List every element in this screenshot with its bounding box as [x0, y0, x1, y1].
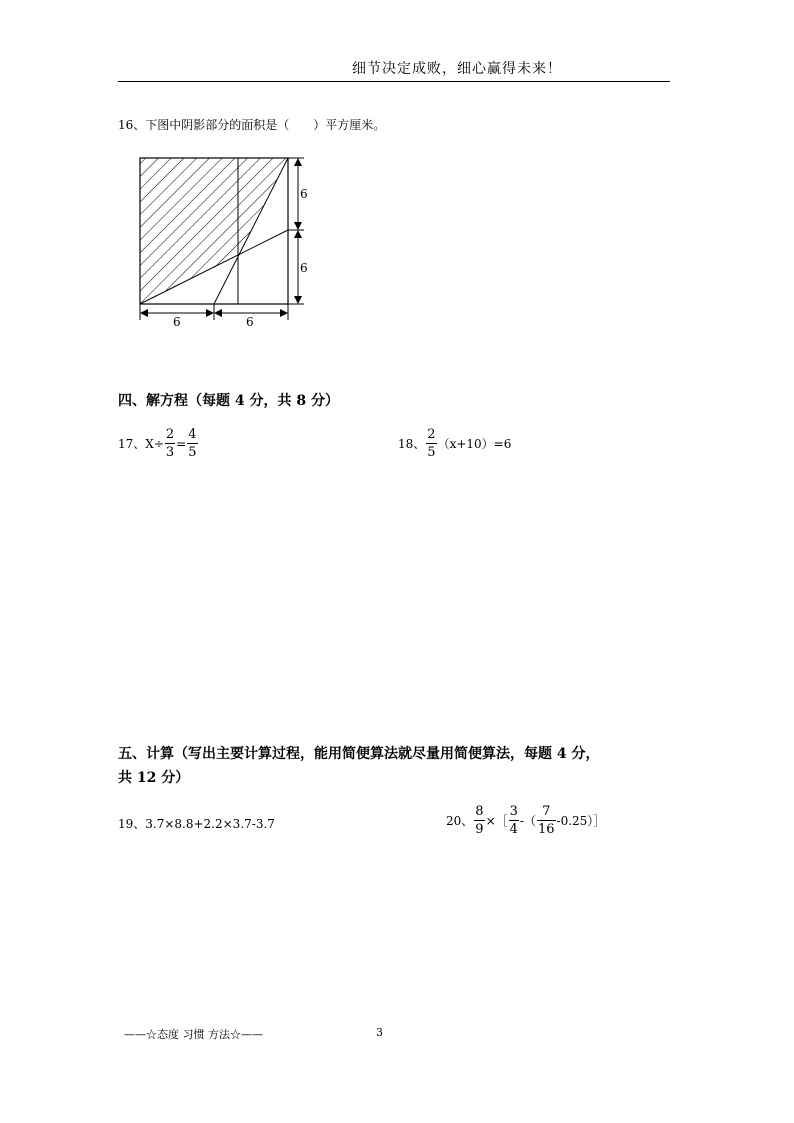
section-4-title: 四、解方程（每题 4 分，共 8 分）	[118, 393, 339, 409]
q20-fraction-3: $\frac{7}{16}$	[537, 804, 555, 837]
footer-motto: ——☆态度 习惯 方法☆——	[124, 1028, 263, 1041]
section-5-title-line-2: 共 12 分）	[118, 770, 190, 786]
question-17	[118, 426, 199, 461]
dim-label-right-bottom: 6	[300, 261, 308, 275]
q17-equals: =	[176, 436, 187, 451]
q20-fraction-2: $\frac{3}{4}$	[509, 804, 518, 837]
section-5-title-line-1: 五、计算（写出主要计算过程，能用简便算法就尽量用简便算法，每题 4 分，	[118, 746, 600, 762]
q20-fraction-1: $\frac{8}{9}$	[475, 804, 484, 837]
header-rule	[118, 81, 670, 82]
q18-fraction: $\frac{2}{5}$	[427, 427, 436, 460]
q20-prefix: 20、	[446, 814, 474, 828]
shaded-region-left	[140, 158, 238, 304]
shaded-area-figure	[130, 148, 320, 333]
q18-prefix: 18、	[398, 437, 426, 451]
q20-tail: -0.25）］	[556, 814, 606, 828]
question-20	[446, 803, 605, 838]
q17-fraction-1: $\frac{2}{3}$	[165, 427, 175, 460]
q18-rest: （x+10）=6	[437, 437, 512, 451]
q17-prefix: 17、X÷	[118, 437, 164, 451]
question-19: 19、3.7×8.8+2.2×3.7-3.7	[118, 817, 275, 831]
header-motto: 细节决定成败，细心赢得未来！	[352, 61, 562, 77]
dim-label-bottom-right: 6	[246, 315, 254, 329]
q20-minus-paren: -（	[519, 814, 536, 828]
page-number: 3	[376, 1026, 383, 1039]
dim-label-right-top: 6	[300, 187, 308, 201]
dim-label-bottom-left: 6	[173, 315, 181, 329]
q17-fraction-2: $\frac{4}{5}$	[188, 427, 197, 460]
question-16-text: 16、下图中阴影部分的面积是（ ）平方厘米。	[118, 118, 386, 132]
q20-times-bracket: ×［	[485, 814, 508, 828]
question-18	[398, 426, 511, 461]
